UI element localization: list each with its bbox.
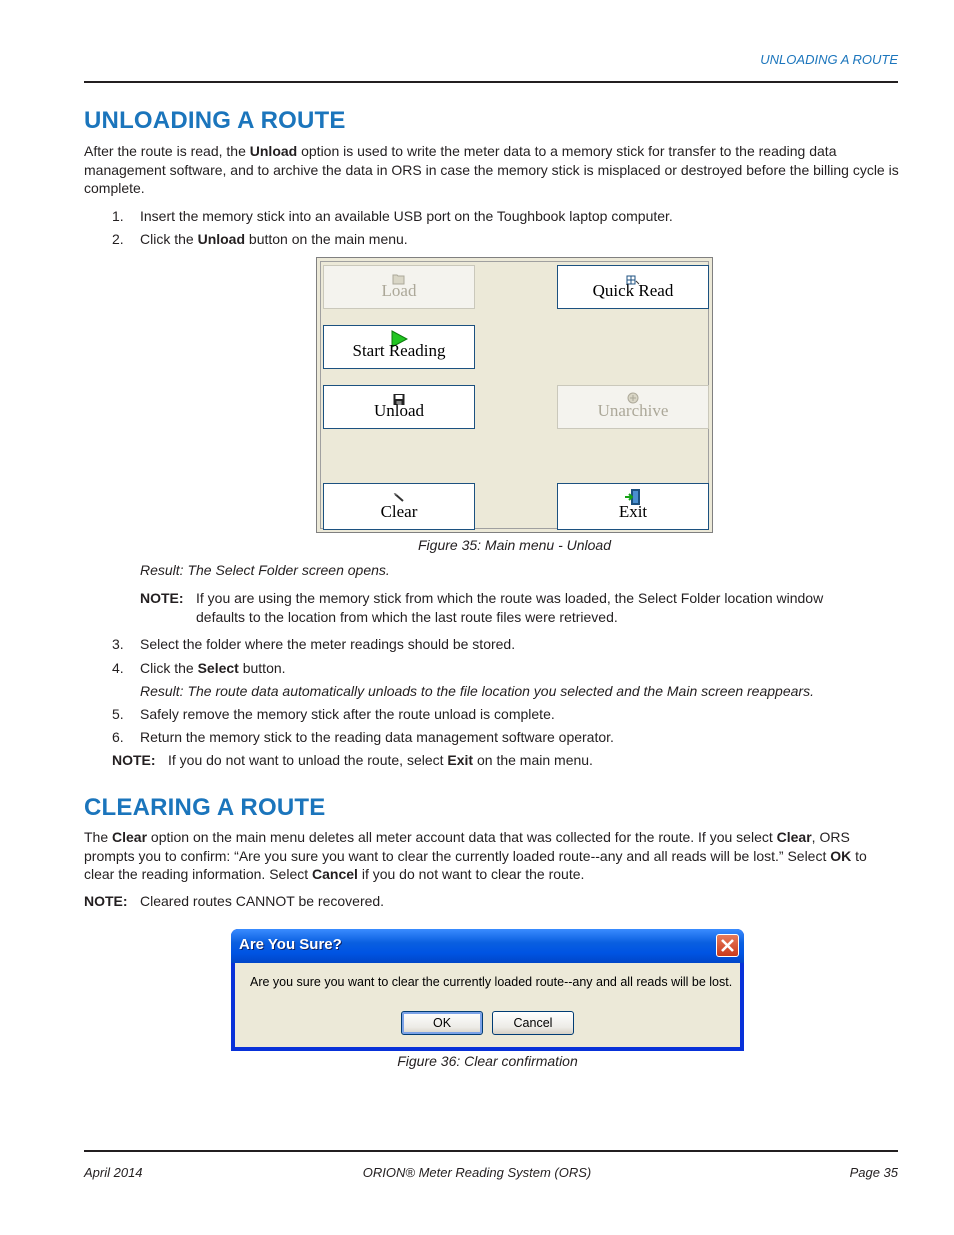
figure-36-caption: Figure 36: Clear confirmation xyxy=(397,1053,578,1069)
section-heading-unloading: UNLOADING A ROUTE xyxy=(84,107,346,134)
note-label: NOTE: xyxy=(84,893,128,909)
footer-page-number: Page 35 xyxy=(849,1165,898,1180)
note-text: If you are using the memory stick from which the route was loaded, the Select Folder location window defaults to the location from which the last route files were retrieved. xyxy=(196,590,824,625)
step-text: Click the Select button. xyxy=(140,660,286,676)
dialog-message: Are you sure you want to clear the currently loaded route--any and all reads will be lost. xyxy=(250,975,733,989)
running-header: UNLOADING A ROUTE xyxy=(760,52,898,67)
footer-date: April 2014 xyxy=(84,1165,143,1180)
step-number: 4. xyxy=(112,660,124,676)
unload-button[interactable]: Unload xyxy=(323,385,475,429)
step-number: 1. xyxy=(112,208,124,224)
step-number: 2. xyxy=(112,231,124,247)
ok-button[interactable]: OK xyxy=(401,1011,483,1035)
note-text: Cleared routes CANNOT be recovered. xyxy=(140,893,385,909)
main-menu-screenshot xyxy=(316,257,713,533)
result-text: Result: The route data automatically unloads to the file location you selected and the Main screen reappears. xyxy=(140,683,814,699)
note-text: If you do not want to unload the route, select Exit on the main menu. xyxy=(168,752,593,768)
close-button[interactable] xyxy=(716,934,739,957)
load-button[interactable]: Load xyxy=(323,265,475,309)
step-text: Insert the memory stick into an available USB port on the Toughbook laptop computer. xyxy=(140,208,673,224)
footer-product: ORION® Meter Reading System (ORS) xyxy=(362,1165,592,1180)
step-number: 3. xyxy=(112,636,124,652)
note-label: NOTE: xyxy=(140,590,184,606)
step-text: Select the folder where the meter readings should be stored. xyxy=(140,636,516,652)
header-rule xyxy=(84,81,898,83)
dialog-body xyxy=(235,963,740,1047)
cancel-button[interactable]: Cancel xyxy=(492,1011,574,1035)
quick-read-button[interactable]: Quick Read xyxy=(557,265,709,309)
start-reading-button[interactable]: Start Reading xyxy=(323,325,475,369)
unarchive-button[interactable]: Unarchive xyxy=(557,385,709,429)
step-text: Return the memory stick to the reading data management software operator. xyxy=(140,729,614,745)
note-label: NOTE: xyxy=(112,752,156,768)
exit-button[interactable]: Exit xyxy=(557,483,709,530)
dialog-titlebar xyxy=(231,929,744,963)
unloading-intro: After the route is read, the Unload option is used to write the meter data to a memory stick for transfer to the reading data management software, and to archive the data in ORS in case the memory stick is misplaced or destroyed before the billing cycle is complete. xyxy=(84,143,899,196)
clear-confirmation-dialog xyxy=(231,929,744,1051)
close-icon xyxy=(717,935,738,956)
step-number: 5. xyxy=(112,706,124,722)
clear-button[interactable]: Clear xyxy=(323,483,475,530)
step-number: 6. xyxy=(112,729,124,745)
dialog-title: Are You Sure? xyxy=(239,936,342,953)
footer-rule xyxy=(84,1150,898,1152)
figure-35-caption: Figure 35: Main menu - Unload xyxy=(418,537,611,553)
result-text: Result: The Select Folder screen opens. xyxy=(140,562,390,578)
clearing-intro: The Clear option on the main menu deletes all meter account data that was collected for the route. If you select Clear, ORS prompts you to confirm: “Are you sure you want to clear the currently loaded route--any and all reads will be lost.” Select OK to clear the reading information. Select Cancel if you do not want to clear the route. xyxy=(84,829,867,882)
step-text: Safely remove the memory stick after the route unload is complete. xyxy=(140,706,555,722)
section-heading-clearing: CLEARING A ROUTE xyxy=(84,794,326,821)
step-text: Click the Unload button on the main menu. xyxy=(140,231,408,247)
